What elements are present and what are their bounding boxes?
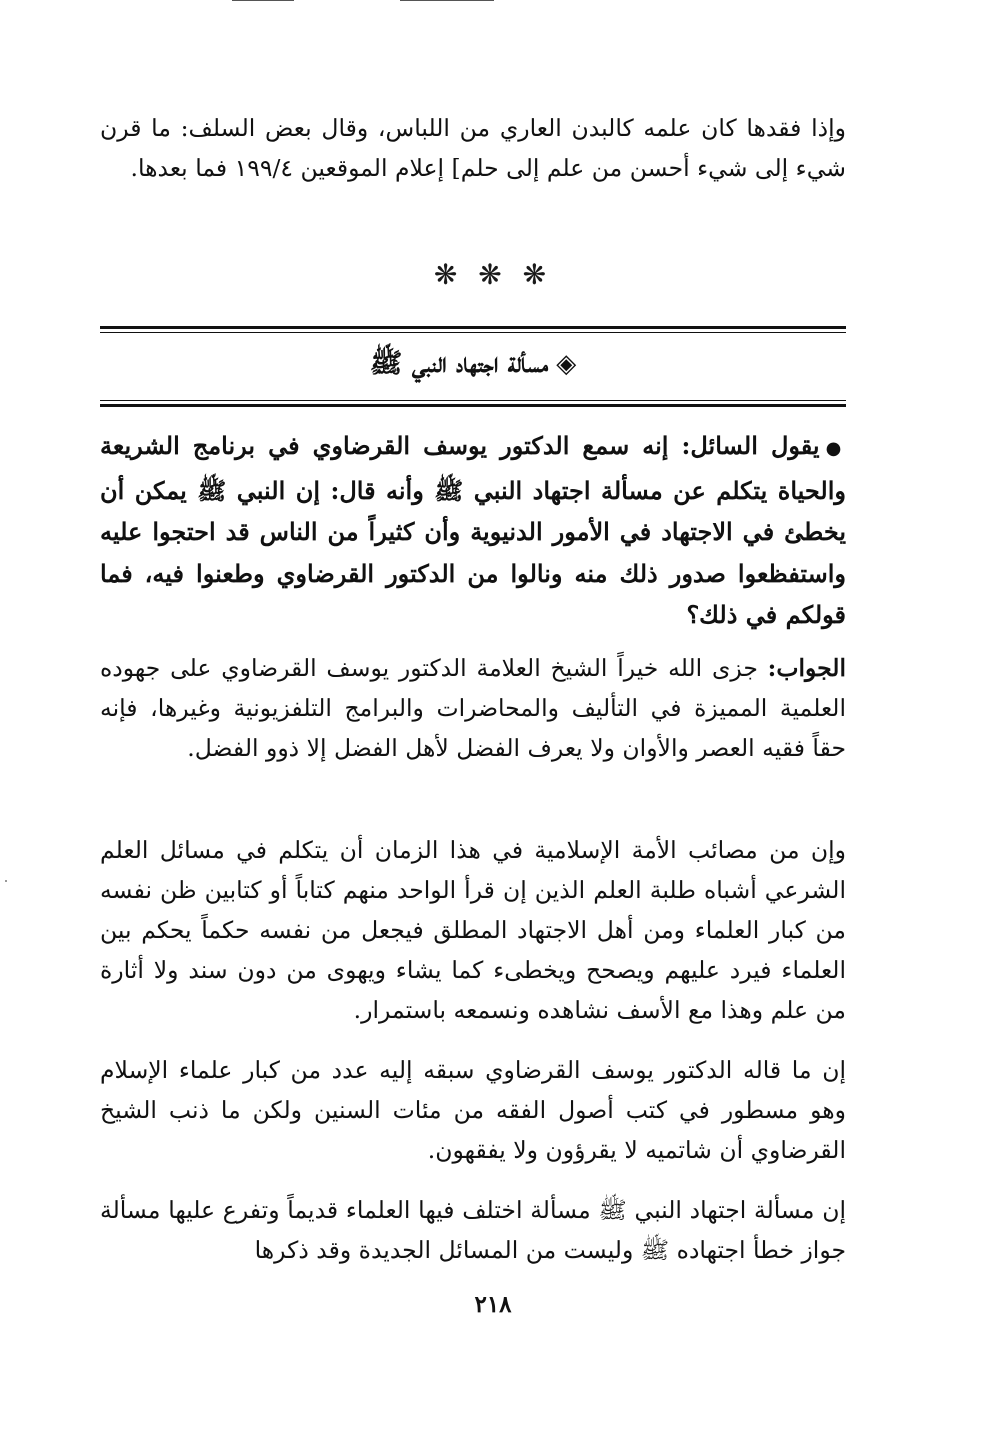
separator-stars: ❋ ❋ ❋ <box>433 258 553 291</box>
margin-dot <box>5 880 7 882</box>
answer-text-1: جزى الله خيراً الشيخ العلامة الدكتور يوسف القرضاوي على جهوده العلمية المميزة في التأليف والمحاضرات والبرامج التلفزيونية وغيرها، فإنه حقاً فقيه العصر والأوان ولا يعرف الفضل لأهل الفضل إلا ذوو الفضل. <box>100 654 846 762</box>
answer-paragraph-2: وإن من مصائب الأمة الإسلامية في هذا الزمان أن يتكلم في مسائل العلم الشرعي أشباه طلبة العلم الذين إن قرأ الواحد منهم كتاباً أو كتابين ظن نفسه من كبار العلماء ومن أهل الاجتهاد المطلق فيجعل من نفسه حكماً يحكم بين العلماء فيرد عليهم ويصحح ويخطىء كما يشاء ويهوى من دون سند ولا أثارة من علم وهذا مع الأسف نشاهده ونسمعه باستمرار. <box>100 836 846 1024</box>
answer-paragraph-1 <box>100 648 846 768</box>
heading-bottom-rule-thick <box>100 404 846 407</box>
answer-paragraph-4: إن مسألة اجتهاد النبي ﷺ مسألة اختلف فيها العلماء قديماً وتفرع عليها مسألة جواز خطأ اجتهاده ﷺ وليست من المسائل الجديدة وقد ذكرها <box>100 1196 846 1264</box>
answer-paragraph-3: إن ما قاله الدكتور يوسف القرضاوي سبقه إليه عدد من كبار علماء الإسلام وهو مسطور في كتب أصول الفقه من مئات السنين ولكن ما ذنب الشيخ القرضاوي أن شاتميه لا يقرؤون ولا يفقهون. <box>100 1056 846 1164</box>
intro-paragraph: وإذا فقدها كان علمه كالبدن العاري من اللباس، وقال بعض السلف: ما قرن شيء إلى شيء أحسن من علم إلى حلم] إعلام الموقعين ١٩٩/٤ فما بعدها. <box>100 114 846 182</box>
question-paragraph <box>100 425 846 636</box>
answer-label: الجواب: <box>767 654 846 682</box>
heading-top-rule-thin <box>100 332 846 333</box>
page-number: ٢١٨ <box>474 1291 512 1318</box>
heading-top-rule-thick <box>100 326 846 329</box>
top-edge-mark <box>232 0 294 1</box>
section-heading <box>100 344 846 384</box>
heading-bottom-rule-thin <box>100 400 846 401</box>
top-edge-mark <box>400 0 494 1</box>
bullet-icon: ● <box>825 438 846 459</box>
section-title: مسألة اجتهاد النبي ﷺ <box>369 348 549 379</box>
diamond-icon: ◈ <box>556 349 577 379</box>
section-heading-box <box>100 326 846 416</box>
question-text: يقول السائل: إنه سمع الدكتور يوسف القرضاوي في برنامج الشريعة والحياة يتكلم عن مسألة اجتهاد النبي ﷺ وأنه قال: إن النبي ﷺ يمكن أن يخطئ في الاجتهاد في الأمور الدنيوية وأن كثيراً من الناس قد احتجوا عليه واستفظعوا صدور ذلك منه ونالوا من الدكتور القرضاوي وطعنوا فيه، فما قولكم في ذلك؟ <box>100 431 846 629</box>
